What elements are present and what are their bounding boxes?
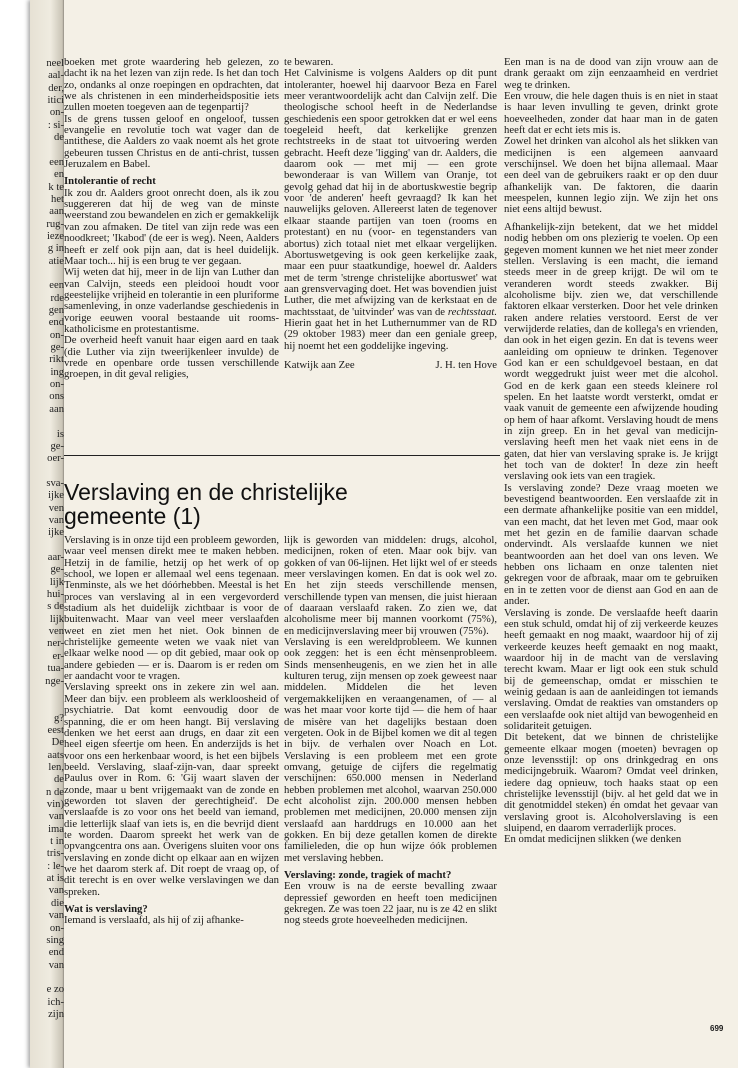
margin-fragment: aan — [49, 206, 64, 218]
margin-fragment: en — [54, 169, 64, 181]
paragraph: Verslaving is in onze tijd een probleem geworden, waar veel mensen direkt mee te maken hebben. Hetzij in de familie, hetzij op het werk of op school, we lopen er allemaal wel eens tegenaan. Tenminste, als we het dóórhebben. Meestal is het proces van verslaving al in een vergevorderd stadium als het duidelijk zichtbaar is voor de buitenwacht. Maar van veel meer verslaafden weet en ziet men het niet. Ook binnen de christelijke gemeente weten we vaak niet van elkaar welke nood — op dit gebied, maar ook op andere gebieden — er is. Daarom is er reden om er aandacht voor te vragen. — [64, 534, 279, 683]
margin-fragment: ven — [48, 626, 64, 638]
margin-fragment: sing — [46, 934, 64, 946]
margin-fragment: zijn — [48, 1008, 64, 1020]
margin-fragment: lijk — [49, 613, 64, 625]
paragraph: Het Calvinisme is volgens Aalders op dit punt intoleranter, hoewel hij daarvoor Beza en Farel meer verantwoordelijk acht dan Calvijn zelf. Die theologische school heeft in de Nederlandse geschiedenis een spoor getrokken dat er wel eens toegeleid heeft, dat kerkelijke grenzen rechtstreeks in de staat tot uitvoering werden gebracht. Heeft deze 'ligging' van dr. Aalders, die daarom ook — met mij — een grote bewonderaar is van Willem van Oranje, tot gevolg gehad dat hij in de abortuskwestie begrip voor 'de anderen' heeft gevraagd? Ik kan het nauwelijks geloven. Allereerst laten de tegenover elkaar staande partijen van toen (rooms en protestant) en nu (voor- en tegenstanders van abortus) zich totaal niet met elkaar vergelijken. Abortuswetgeving is ook geen kerkelijke zaak, maar een puur staatkundige, hoewel dr. Aalders met de term 'strenge christelijke abortuswet' wat aan grensvervaging doet. Het was bovendien juist Luther, die met afwijzing van de kerkstaat en de machtsstaat, de 'uitvinder' was van de rechtsstaat. Hierin gaat het in het Luthernummer van de RD (29 oktober 1983) meer dan een geniale greep, hij noemt het een goddelijke ingeving. — [284, 67, 497, 352]
margin-fragment: itici — [47, 95, 64, 107]
right-column — [504, 57, 718, 846]
margin-fragment: een — [49, 156, 64, 168]
margin-fragment: ner- — [47, 638, 64, 650]
margin-fragment: atie — [48, 255, 64, 267]
paragraph: Verslaving is zonde. De verslaafde heeft daarin een stuk schuld, omdat hij of zij verkeerde keuzes heeft gemaakt en nog maakt, waardoor hij of zij verkeerde keuzes heeft gemaakt en nog maakt, waardoor hij in de macht van de verslaving terecht kwam. Maar er ligt ook een stuk schuld bij de gemeenschap, omdat er misschien te weinig gedaan is aan de aanleidingen tot iemands verslaving. Omdat de reakties van omstanders op een verslaafde ook niet altijd van bewogenheid en solidariteit getuigen. — [504, 606, 718, 732]
margin-fragment: ich- — [47, 996, 64, 1008]
margin-fragment: t in — [50, 836, 64, 848]
margin-fragment: de — [54, 774, 64, 786]
top-column-2 — [284, 57, 497, 371]
section-heading: Wat is verslaving? — [64, 903, 148, 915]
margin-fragment: tua- — [47, 663, 64, 675]
paragraph: En omdat medicijnen slikken (we denken — [504, 833, 682, 846]
margin-fragment: n de — [46, 786, 64, 798]
margin-fragment: rug- — [46, 218, 64, 230]
margin-fragment: nge- — [45, 675, 64, 687]
margin-fragment: ons — [49, 391, 64, 403]
previous-page-fold — [30, 0, 64, 1068]
section-heading: Verslaving: zonde, tragiek of macht? — [284, 868, 452, 881]
paragraph: Verslaving spreekt ons in zekere zin wel aan. Meer dan bijv. een probleem als werkloosheid of psychiatrie. Dat komt eenvoudig door de spanning, die er om heen hangt. Bij verslaving denken we het eerst aan drugs, en daar zit een heel eigen sfeertje om heen. En anderzijds is het voor ons een herkenbaar woord, is het een bijbels beeld. Verslaving, slaaf-zijn-van, daar spreekt Paulus over in Rom. 6: 'Gij waart slaven der zonde, maar u bent vrijgemaakt van de zonde en geworden tot slaven der gerechtigheid'. De verslaafde is zo voor ons het beeld van iemand, die letterlijk slaaf van iets is, en die bevrijd dient te worden. Daarom spreekt het werk van de opvangcentra ons aan. Overigens sluiten voor ons verslaving en zonde dicht op elkaar aan en wijzen we het daarom sterk af. Dit roept de vraag op, of dit terecht is en over welke verslavingen we dan spreken. — [64, 681, 279, 898]
margin-fragment: van — [48, 811, 64, 823]
paragraph: boeken met grote waardering heb gelezen, zo dacht ik na het lezen van zijn rede. Is het dan toch zo, ondanks al onze roepingen en opdrachten, dat we als christenen in een minderheidspositie iets zullen moeten toegeven aan de tegenpartij? — [64, 56, 279, 114]
paragraph: Afhankelijk-zijn betekent, dat we het middel nodig hebben om ons plezierig te voelen. Op een gegeven moment kunnen we het niet meer zonder stellen. Verslaving is een macht, die iemand steeds meer in de greep krijgt. De wil om te veranderen wordt steeds zwakker. Bij alcoholisme bijv. zien we, dat verschillende faktoren elkaar versterken. Door het vele drinken raken andere relaties verstoord. Eerst de ver verwijderde relaties, dan de kollega's en vrienden, dan ook in het eigen gezin. En dat is tevens weer aanleiding om opnieuw te drinken. Tegenover God kan er een schuldgevoel bestaan, en dat wordt weggedrukt juist weer met die alcohol. God en de kerk gaan een steeds kleinere rol spelen. En het laatste wordt versterkt, omdat er vaak vanuit de gemeente een afwijzende houding op hem of haar afkomt. Verslaving houdt de mens in zijn greep. En in het geval van medicijn-verslaving heeft men het vaak niet eens in de gaten, dat hier van verslaving sprake is. Je krijgt het toch van de dokter! In deze zin heeft verslaving ook iets van een tragiek. — [504, 220, 718, 483]
margin-fragment: e zo — [46, 984, 64, 996]
paragraph: Iemand is verslaafd, als hij of zij afhanke- — [64, 914, 244, 927]
margin-fragment: end — [48, 317, 64, 329]
margin-fragment: eest — [47, 724, 64, 736]
paragraph: Is de grens tussen geloof en ongeloof, tussen evangelie en revolutie toch wat vager dan de antithese, die Aalders zo vaak noemt als het grote gebeuren tussen Christus en de anti-christ, tussen Jeruzalem en Babel. — [64, 112, 279, 171]
signature — [284, 360, 497, 371]
margin-fragment: een — [49, 280, 64, 292]
paragraph: Is verslaving zonde? Deze vraag moeten we bevestigend beantwoorden. Een verslaafde zit in een dermate afhankelijke positie van een middel, van een macht, dat het leven met God, maar ook met het gezin en de familie daarvan schade ondervindt. Als verslaafde kunnen we niet beantwoorden aan het doel van ons leven. We hebben ons lichaam en onze talenten niet gekregen voor de afbraak, maar om te gebruiken en in te zetten voor de dienst aan God en aan de ander. — [504, 481, 718, 608]
margin-fragment: on- — [49, 379, 64, 391]
margin-fragment: : le- — [47, 860, 64, 872]
margin-fragment: het — [51, 193, 64, 205]
margin-fragment: oer- — [47, 453, 64, 465]
margin-fragment: van — [48, 514, 64, 526]
margin-fragment: on- — [49, 107, 64, 119]
paragraph: Een vrouw, die hele dagen thuis is en niet in staat is haar leven invulling te geven, drinkt grote hoeveelheden, zonder dat haar man in de gaten heeft dat er echt iets mis is. — [504, 90, 718, 137]
paragraph: lijk is geworden van middelen: drugs, alcohol, medicijnen, roken of eten. Maar ook bijv. van gokken of van 06-lijnen. Het lijkt wel of er steeds meer verslavingen komen. En dat is ook wel zo. En het zijn steeds verschillende mensen, verschillende typen van mensen, die juist hieraan of daaraan verslaafd raken. Zo zien we, dat alcoholisme meer bij mannen voorkomt (75%), en medicijnverslaving meer bij vrouwen (75%). — [284, 534, 497, 637]
article-column-2 — [284, 535, 497, 927]
paragraph: Ik zou dr. Aalders groot onrecht doen, als ik zou suggereren dat hij de weg van de minste weerstand zou bewandelen en zich er gemakkelijk van zou afmaken. De titel van zijn rede was een noodkreet; 'Ikabod' (de eer is weg). Neen, Aalders heeft er zelf ook pijn aan, dat is heel duidelijk. Maar toch... hij is een brug te ver gegaan. — [64, 186, 279, 267]
margin-fragment: aats — [47, 749, 64, 761]
margin-fragment: van — [48, 910, 64, 922]
margin-fragment: aal- — [48, 70, 64, 82]
top-column-1 — [64, 57, 279, 381]
margin-fragment: g? — [54, 712, 64, 724]
margin-fragment: len, — [48, 761, 64, 773]
paragraph: Wij weten dat hij, meer in de lijn van Luther dan van Calvijn, steeds een pleidooi houdt voor geestelijke vrijheid en tolerantie in een pluriforme samenleving, in onze vaderlandse geschiedenis in vorige eeuwen vooral bestaande uit rooms-katholicisme en protestantisme. — [64, 266, 279, 335]
margin-fragment: neel — [46, 58, 64, 69]
margin-fragment: De — [51, 737, 64, 749]
paragraph: Een vrouw is na de eerste bevalling zwaar depressief geworden en heeft toen medicijnen gekregen. Ze was toen 22 jaar, nu is ze 42 en slikt nog steeds grote hoeveelheden medicijnen. — [284, 880, 497, 927]
margin-fragment: van — [48, 885, 64, 897]
margin-fragment: on- — [49, 329, 64, 341]
margin-fragment: on- — [49, 922, 64, 934]
page-number: 699 — [710, 1024, 724, 1033]
paragraph: Een man is na de dood van zijn vrouw aan de drank geraakt om zijn eenzaamheid en verdriet weg te drinken. — [504, 56, 718, 91]
paragraph: Verslaving is een wereldprobleem. We kunnen ook zeggen: het is een écht mènsenprobleem. Sinds mensenheugenis, en we zien het in alle kulturen terug, zijn mensen op zoek geweest naar middelen. Middelen die het leven vergemakkelijken en veraangenamen, of — al was het maar voor korte tijd — die hem of haar de misère van het dagelijks bestaan doen vergeten. Ook in de Bijbel komen we dit al tegen in bijv. de verhalen over Noach en Lot. Verslaving is een probleem met een grote omvang, getuige de cijfers die regelmatig verschijnen: 650.000 mensen in Nederland hebben problemen met alcohol, waarvan 250.000 echt alcoholist zijn. 200.000 mensen hebben problemen met medicijnen, 20.000 mensen zijn verslaafd aan harddrugs en 10.000 aan het gokken. En bij deze getallen komen de direkte familieleden, die op hun wijze óók problemen met verslaving hebben. — [284, 636, 497, 864]
margin-fragment: ieze — [46, 230, 64, 242]
margin-fragment: gen — [48, 305, 64, 316]
margin-fragment: at is — [46, 873, 64, 885]
margin-fragment: ge- — [50, 440, 64, 452]
margin-fragment: g in — [47, 243, 64, 255]
signature-place: Katwijk aan Zee — [284, 358, 355, 371]
margin-fragment: rde — [50, 292, 64, 304]
margin-fragment: ijke — [48, 490, 64, 502]
margin-fragment: vin) — [46, 799, 64, 810]
margin-fragment: hui- — [46, 589, 64, 601]
signature-author: J. H. ten Hove — [435, 358, 497, 371]
margin-fragment: ge- — [50, 564, 64, 576]
margin-fragment: s de — [47, 601, 64, 613]
margin-fragment: die — [51, 897, 64, 909]
section-divider — [64, 455, 500, 456]
magazine-page — [30, 0, 738, 1068]
paragraph: Zowel het drinken van alcohol als het slikken van medicijnen is een algemeen aanvaard verschijnsel. We doen het bijna allemaal. Maar een deel van de gebruikers raakt er op den duur afhankelijk van. De faktoren, die daarin meespelen, kunnen legio zijn. We zijn het ons niet eens altijd bewust. — [504, 135, 718, 216]
margin-fragment: tris- — [46, 848, 64, 860]
paragraph: Dit betekent, dat we binnen de christelijke gemeente elkaar mogen (moeten) bevragen op onze levensstijl: op ons drinkgedrag en ons medicijngebruik. Waarom? Omdat veel drinken, iedere dag opnieuw, toch haaks staat op een christelijke levensstijl (bijv. al het geld dat we in dit genotmiddel steken) én omdat het gevaar van verslaving groot is. Alcoholverslaving is een sluipend, en daarom verraderlijk proces. — [504, 731, 718, 835]
margin-fragment: er- — [52, 650, 64, 662]
article-column-1 — [64, 535, 279, 927]
article-title: Verslaving en de christelijke gemeente (1) — [64, 479, 348, 529]
margin-fragment: ijke — [48, 527, 64, 539]
margin-fragment: de — [54, 132, 64, 144]
margin-fragment: ing — [50, 366, 64, 378]
margin-fragment: ven — [48, 502, 64, 514]
margin-fragment: rikt — [49, 354, 64, 366]
margin-fragment: der, — [48, 82, 64, 94]
margin-fragment: : si- — [47, 119, 64, 131]
margin-fragment: end — [48, 947, 64, 959]
section-heading: Intolerantie of recht — [64, 175, 156, 188]
margin-fragment: ge- — [50, 342, 64, 354]
margin-fragment: ima — [48, 823, 64, 835]
paragraph: te bewaren. — [284, 56, 334, 68]
margin-fragment: van — [48, 959, 64, 971]
margin-fragment: k te — [48, 181, 64, 193]
margin-fragment: is — [56, 428, 64, 440]
margin-fragment: lijk — [49, 576, 64, 588]
margin-fragment: aan — [49, 403, 64, 415]
margin-fragment: sva- — [46, 477, 64, 489]
margin-fragment: aar- — [47, 552, 64, 563]
paragraph: De overheid heeft vanuit haar eigen aard en taak (die Luther via zijn tweerijkenleer invulde) de vrede en openbare orde tussen verschillende groepen, in dit geval religies, — [64, 334, 279, 381]
